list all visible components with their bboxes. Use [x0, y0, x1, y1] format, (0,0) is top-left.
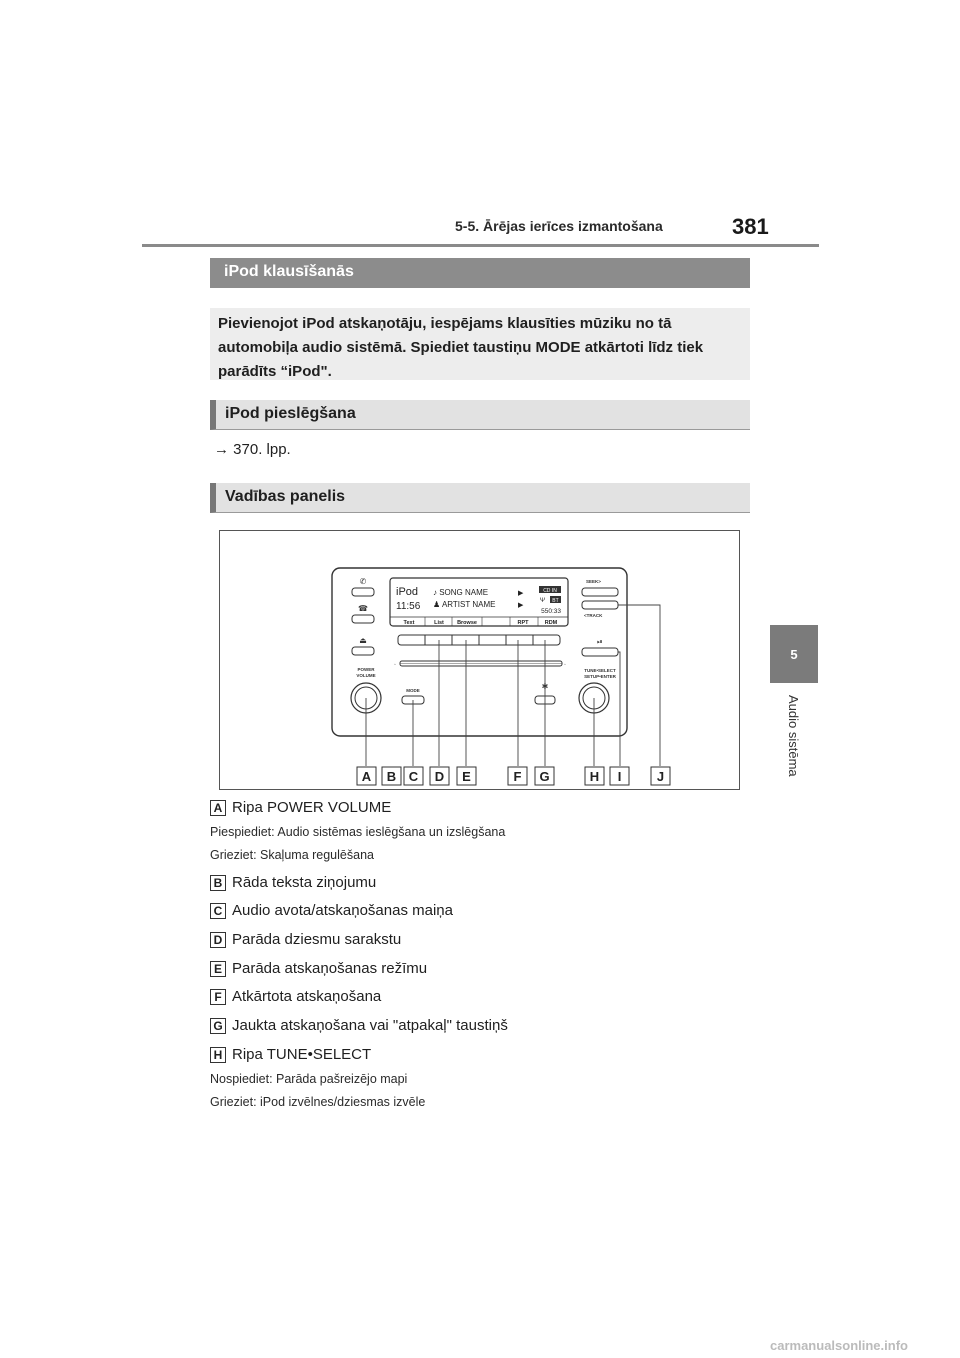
list-item: [210, 960, 427, 977]
sound-setting-icon: ✱: [541, 682, 549, 691]
cd-slot-left-mark: ◦: [394, 662, 396, 668]
power-volume-label-2: VOLUME: [356, 673, 376, 678]
item-text: Atkārtota atskaņošana: [232, 988, 382, 1005]
phone-answer-button: [352, 588, 374, 596]
page-reference: → 370. lpp.: [214, 441, 291, 458]
note-h-turn: Grieziet: iPod izvēlnes/dziesmas izvēle: [210, 1095, 426, 1109]
page-number: 381: [732, 214, 769, 239]
display-time: 11:56: [396, 601, 421, 612]
list-item: [210, 1017, 508, 1034]
softkey-label-rdm: RDM: [544, 620, 558, 626]
svg-text:I: I: [617, 769, 622, 784]
display-bt-text: BT: [552, 598, 559, 604]
callout-boxes: [357, 767, 670, 785]
list-item: [210, 931, 401, 948]
display-cd-text: CD IN: [543, 588, 557, 594]
track-button: [582, 601, 618, 609]
item-text: Parāda atskaņošanas režīmu: [232, 960, 428, 977]
list-item: [210, 902, 453, 919]
item-text: Rāda teksta ziņojumu: [232, 874, 377, 891]
display-next-icon-2: ▶: [518, 602, 524, 609]
cd-slot-right-mark: ◦: [564, 662, 566, 668]
softkey-label-browse: Browse: [457, 620, 477, 626]
phone-hangup-button: [352, 615, 374, 623]
item-text: Ripa POWER VOLUME: [232, 799, 392, 816]
tune-select-label-2: SETUP•ENTER: [584, 674, 616, 679]
chapter-label: Audio sistēma: [786, 695, 801, 777]
item-text: Jaukta atskaņošana vai "atpakaļ" taustiņš: [232, 1017, 508, 1034]
list-item: [210, 1046, 371, 1063]
item-letter: A: [210, 800, 226, 816]
tune-select-label: TUNE•SELECT: [584, 668, 616, 673]
note-a-turn: Grieziet: Skaļuma regulēšana: [210, 848, 374, 862]
play-pause-button: [582, 648, 618, 656]
svg-text:D: D: [434, 769, 445, 784]
section-title: 5-5. Ārējas ierīces izmantošana: [455, 218, 663, 234]
chapter-tab: 5: [770, 625, 818, 683]
play-pause-icon: ⏯: [597, 639, 603, 646]
svg-text:F: F: [513, 769, 522, 784]
list-item: [210, 988, 381, 1005]
power-volume-label: POWER: [357, 667, 375, 672]
control-panel-figure: [219, 530, 740, 790]
item-text: Ripa TUNE•SELECT: [232, 1046, 372, 1063]
softkey-label-text: Text: [403, 620, 415, 626]
item-letter: G: [210, 1018, 226, 1034]
display-artist: ♟ ARTIST NAME: [433, 600, 496, 609]
watermark-footer: carmanualsonline.info: [770, 1338, 908, 1353]
svg-text:H: H: [589, 769, 600, 784]
intro-text: Pievienojot iPod atskaņotāju, iespējams klausīties mūziku no tā automobiļa audio sistēmā. Spiediet taustiņu MODE atkārtoti līdz tiek parādīts “iPod".: [210, 308, 750, 380]
display-next-icon: ▶: [518, 590, 524, 597]
heading-ipod-connecting: iPod pieslēgšana: [210, 400, 750, 430]
item-letter: F: [210, 989, 226, 1005]
list-item: [210, 799, 391, 816]
header-divider: [142, 244, 819, 247]
svg-text:B: B: [386, 769, 397, 784]
item-letter: B: [210, 875, 226, 891]
track-label: <TRACK: [584, 613, 603, 618]
heading-control-panel: Vadības panelis: [210, 483, 750, 513]
svg-text:G: G: [539, 769, 550, 784]
eject-button: [352, 647, 374, 655]
svg-text:A: A: [361, 769, 372, 784]
item-text: Parāda dziesmu sarakstu: [232, 931, 402, 948]
item-text: Audio avota/atskaņošanas maiņa: [232, 902, 453, 919]
mode-label: MODE: [406, 688, 420, 693]
seek-label: SEEK>: [586, 579, 601, 584]
svg-text:C: C: [408, 769, 419, 784]
display-signal-icon: Ψ: [540, 598, 546, 604]
item-letter: D: [210, 932, 226, 948]
list-item: [210, 874, 376, 891]
heading-ipod-listening: iPod klausīšanās: [210, 258, 750, 288]
svg-text:E: E: [462, 769, 471, 784]
eject-icon: ⏏: [359, 636, 367, 645]
control-panel-illustration: [220, 531, 741, 791]
display-song: ♪ SONG NAME: [433, 588, 489, 597]
seek-button: [582, 588, 618, 596]
svg-text:J: J: [656, 769, 665, 784]
softkey-label-list: List: [434, 620, 444, 626]
note-a-press: Piespiediet: Audio sistēmas ieslēgšana un izslēgšana: [210, 825, 506, 839]
phone-hangup-icon: ☎: [358, 604, 368, 613]
softkey-label-rpt: RPT: [517, 620, 529, 626]
display-counter: 550:33: [541, 608, 561, 615]
note-h-press: Nospiediet: Parāda pašreizējo mapi: [210, 1072, 408, 1086]
item-letter: E: [210, 961, 226, 977]
item-letter: C: [210, 903, 226, 919]
item-letter: H: [210, 1047, 226, 1063]
display-source: iPod: [396, 586, 419, 598]
phone-answer-icon: ✆: [359, 577, 367, 586]
